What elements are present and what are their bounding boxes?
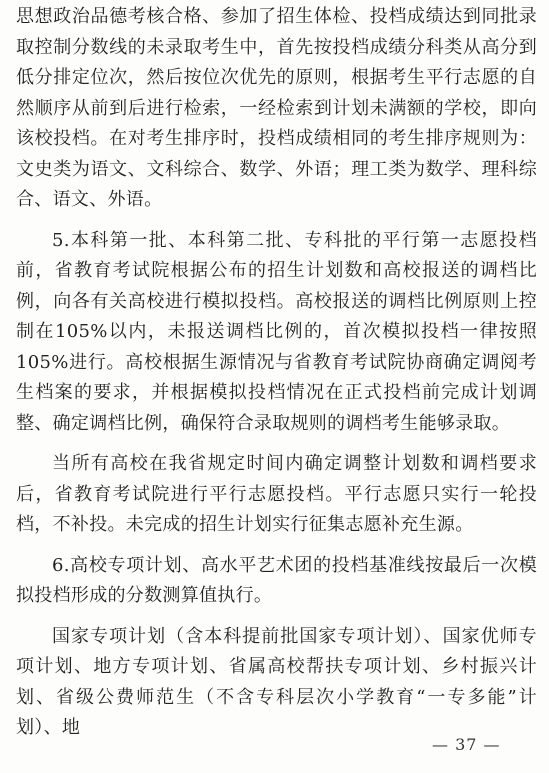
paragraph-item-5: 5.本科第一批、本科第二批、专科批的平行第一志愿投档前，省教育考试院根据公布的招生计划数和高校报送的调档比例，向各有关高校进行模拟投档。高校报送的调档比例原则上控制在105%以内，未报送调档比例的，首次模拟投档一律按照105%进行。高校根据生源情况与省教育考试院协商确定调阅考生档案的要求，并根据模拟投档情况在正式投档前完成计划调整、确定调档比例，确保符合录取规则的调档考生能够录取。 (16, 229, 537, 434)
paragraph-special-plans: 国家专项计划（含本科提前批国家专项计划）、国家优师专项计划、地方专项计划、省属高校帮扶专项计划、乡村振兴计划、省级公费师范生（不含专科层次小学教育“一专多能”计划）、地 (16, 625, 537, 738)
paragraph-item-6: 6.高校专项计划、高水平艺术团的投档基准线按最后一次模拟投档形成的分数测算值执行。 (16, 554, 537, 606)
paragraph-parallel-volunteer: 当所有高校在我省规定时间内确定调整计划数和调档要求后，省教育考试院进行平行志愿投档。平行志愿只实行一轮投档，不补投。未完成的招生计划实行征集志愿补充生源。 (16, 453, 537, 535)
page-number: — 37 — (432, 735, 501, 754)
body-text (16, 2, 537, 744)
paragraph-continuation: 思想政治品德考核合格、参加了招生体检、投档成绩达到同批录取控制分数线的未录取考生中，首先按投档成绩分科类从高分到低分排定位次，然后按位次优先的原则，根据考生平行志愿的自然顺序从前到后进行检索，一经检索到计划未满额的学校，即向该校投档。在对考生排序时，投档成绩相同的考生排序规则为：文史类为语文、文科综合、数学、外语；理工类为数学、理科综合、语文、外语。 (16, 6, 537, 210)
